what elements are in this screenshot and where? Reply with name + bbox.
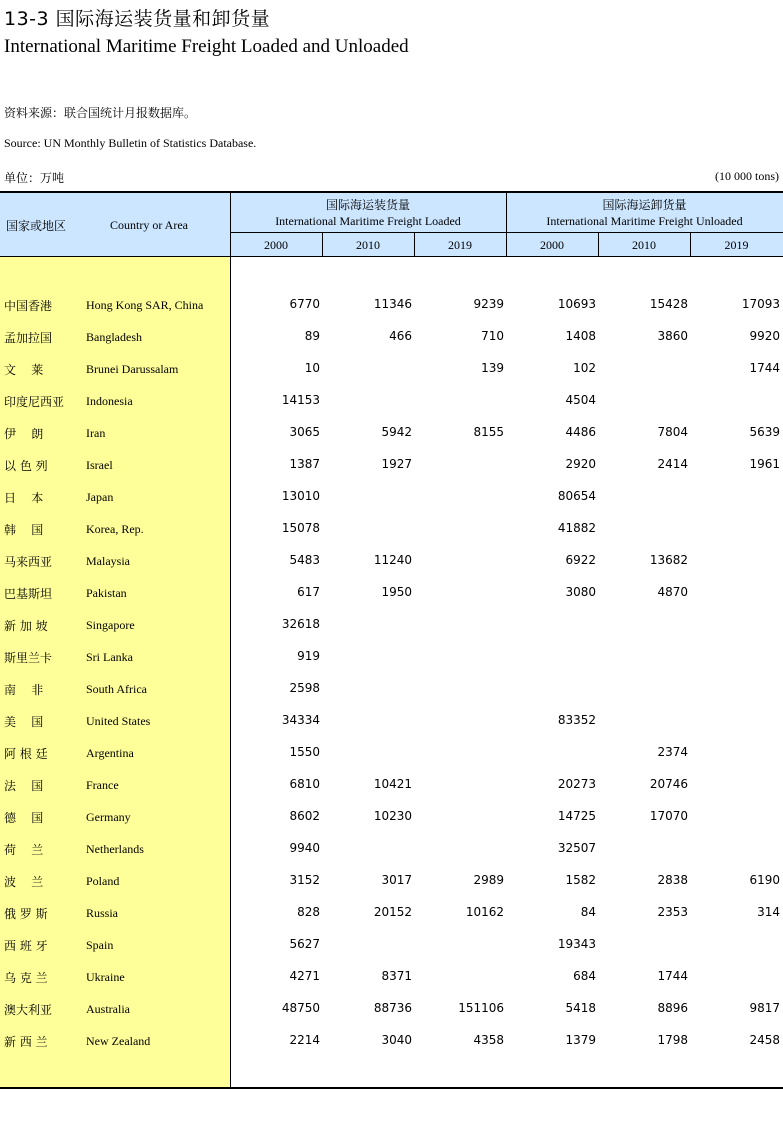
country-name-chinese: 印度尼西亚 (4, 395, 65, 409)
unit-label-chinese: 单位：万吨 (4, 171, 65, 185)
country-name-english: Germany (86, 810, 131, 824)
value-cell: 4358 (473, 1033, 504, 1047)
table-row (0, 295, 783, 315)
country-name-chinese: 巴基斯坦 (4, 587, 53, 601)
table-row (0, 935, 783, 955)
header-loaded-english: International Maritime Freight Loaded (275, 214, 461, 228)
table-row (0, 583, 783, 603)
country-name-english: Bangladesh (86, 330, 142, 344)
value-cell: 9940 (289, 841, 320, 855)
country-column-highlight (0, 256, 230, 1088)
table-bottom-rule (0, 1087, 783, 1089)
country-name-english: Singapore (86, 618, 135, 632)
table-row (0, 967, 783, 987)
value-cell: 8896 (657, 1001, 688, 1015)
country-name-english: Netherlands (86, 842, 144, 856)
value-cell: 2414 (657, 457, 688, 471)
country-name-chinese: 俄 罗 斯 (4, 907, 48, 921)
table-row (0, 743, 783, 763)
value-cell: 314 (757, 905, 780, 919)
table-row (0, 871, 783, 891)
value-cell: 3860 (657, 329, 688, 343)
header-year-unloaded-2019: 2019 (724, 238, 749, 252)
country-name-chinese: 法 国 (4, 779, 44, 793)
table-row (0, 487, 783, 507)
value-cell: 3017 (381, 873, 412, 887)
source-note-chinese: 资料来源：联合国统计月报数据库。 (4, 106, 197, 120)
value-cell: 2353 (657, 905, 688, 919)
country-name-english: Argentina (86, 746, 134, 760)
value-cell: 6190 (749, 873, 780, 887)
country-name-english: United States (86, 714, 151, 728)
value-cell: 1927 (381, 457, 412, 471)
header-year-unloaded-2000: 2000 (540, 238, 564, 252)
value-cell: 17070 (649, 809, 688, 823)
country-name-chinese: 乌 克 兰 (4, 971, 48, 985)
unit-label-english: (10 000 tons) (715, 169, 779, 183)
value-cell: 32618 (281, 617, 320, 631)
value-cell: 5483 (289, 553, 320, 567)
value-cell: 80654 (557, 489, 596, 503)
country-name-english: Hong Kong SAR, China (86, 298, 204, 312)
value-cell: 1744 (749, 361, 780, 375)
value-cell: 20746 (649, 777, 688, 791)
value-cell: 34334 (281, 713, 320, 727)
value-cell: 84 (580, 905, 596, 919)
country-name-english: Brunei Darussalam (86, 362, 179, 376)
value-cell: 3065 (289, 425, 320, 439)
country-name-english: Spain (86, 938, 114, 952)
value-cell: 3040 (381, 1033, 412, 1047)
value-cell: 1582 (565, 873, 596, 887)
value-cell: 1387 (289, 457, 320, 471)
table-row (0, 679, 783, 699)
country-name-chinese: 以 色 列 (4, 459, 48, 473)
value-cell: 9239 (473, 297, 504, 311)
value-cell: 1550 (289, 745, 320, 759)
value-cell: 10230 (373, 809, 412, 823)
table-top-rule (0, 191, 783, 193)
table-row (0, 839, 783, 859)
header-unloaded-english: International Maritime Freight Unloaded (546, 214, 743, 228)
value-cell: 5627 (289, 937, 320, 951)
value-cell: 8155 (473, 425, 504, 439)
value-cell: 41882 (557, 521, 596, 535)
country-name-chinese: 新 加 坡 (4, 619, 48, 633)
country-name-english: Iran (86, 426, 106, 440)
country-name-chinese: 德 国 (4, 811, 44, 825)
value-cell: 48750 (281, 1001, 320, 1015)
country-name-chinese: 中国香港 (4, 299, 53, 313)
country-name-english: Malaysia (86, 554, 130, 568)
country-name-chinese: 韩 国 (4, 523, 44, 537)
value-cell: 10 (304, 361, 320, 375)
country-name-chinese: 荷 兰 (4, 843, 44, 857)
country-name-english: Ukraine (86, 970, 125, 984)
table-row (0, 807, 783, 827)
value-cell: 102 (573, 361, 596, 375)
table-row (0, 551, 783, 571)
value-cell: 684 (573, 969, 596, 983)
value-cell: 17093 (741, 297, 780, 311)
value-cell: 1744 (657, 969, 688, 983)
header-unloaded-group (506, 197, 783, 229)
value-cell: 7804 (657, 425, 688, 439)
value-cell: 828 (297, 905, 320, 919)
value-cell: 15078 (281, 521, 320, 535)
country-name-english: Russia (86, 906, 119, 920)
value-cell: 4870 (657, 585, 688, 599)
table-row (0, 903, 783, 923)
country-name-chinese: 斯里兰卡 (4, 651, 53, 665)
table-row (0, 711, 783, 731)
country-name-english: Australia (86, 1002, 130, 1016)
value-cell: 4504 (565, 393, 596, 407)
value-cell: 3080 (565, 585, 596, 599)
value-cell: 8371 (381, 969, 412, 983)
value-cell: 32507 (557, 841, 596, 855)
country-name-chinese: 美 国 (4, 715, 44, 729)
value-cell: 9817 (749, 1001, 780, 1015)
value-cell: 1798 (657, 1033, 688, 1047)
value-cell: 13010 (281, 489, 320, 503)
table-row (0, 519, 783, 539)
value-cell: 2838 (657, 873, 688, 887)
header-year-loaded-2010: 2010 (356, 238, 380, 252)
country-name-chinese: 日 本 (4, 491, 44, 505)
country-name-english: South Africa (86, 682, 147, 696)
value-cell: 11346 (373, 297, 412, 311)
value-cell: 6770 (289, 297, 320, 311)
value-cell: 11240 (373, 553, 412, 567)
page-title-chinese: 13-3 国际海运装货量和卸货量 (4, 8, 271, 30)
value-cell: 4271 (289, 969, 320, 983)
header-year-unloaded-2010: 2010 (632, 238, 656, 252)
country-name-chinese: 澳大利亚 (4, 1003, 53, 1017)
value-cell: 14725 (557, 809, 596, 823)
table-header-rule (0, 256, 783, 257)
country-name-chinese: 文 莱 (4, 363, 44, 377)
value-cell: 5639 (749, 425, 780, 439)
country-name-english: Korea, Rep. (86, 522, 144, 536)
country-name-english: Sri Lanka (86, 650, 133, 664)
value-cell: 8602 (289, 809, 320, 823)
page-title-english: International Maritime Freight Loaded and Unloaded (4, 36, 409, 57)
table-row (0, 999, 783, 1019)
year-row-rule (230, 232, 783, 233)
value-cell: 5418 (565, 1001, 596, 1015)
value-cell: 2598 (289, 681, 320, 695)
country-name-english: Indonesia (86, 394, 133, 408)
value-cell: 1950 (381, 585, 412, 599)
value-cell: 15428 (649, 297, 688, 311)
country-name-chinese: 阿 根 廷 (4, 747, 48, 761)
country-name-english: Israel (86, 458, 113, 472)
country-name-chinese: 西 班 牙 (4, 939, 48, 953)
value-cell: 2920 (565, 457, 596, 471)
country-name-chinese: 波 兰 (4, 875, 44, 889)
header-year-loaded-2000: 2000 (264, 238, 288, 252)
header-unloaded-chinese: 国际海运卸货量 (602, 198, 687, 212)
country-name-chinese: 新 西 兰 (4, 1035, 48, 1049)
value-cell: 1379 (565, 1033, 596, 1047)
header-loaded-chinese: 国际海运装货量 (325, 198, 410, 212)
country-name-chinese: 孟加拉国 (4, 331, 53, 345)
value-cell: 1961 (749, 457, 780, 471)
table-row (0, 455, 783, 475)
value-cell: 710 (481, 329, 504, 343)
value-cell: 617 (297, 585, 320, 599)
table-row (0, 359, 783, 379)
table-row (0, 615, 783, 635)
value-cell: 139 (481, 361, 504, 375)
value-cell: 20152 (373, 905, 412, 919)
table-row (0, 775, 783, 795)
source-note-english: Source: UN Monthly Bulletin of Statistics Database. (4, 136, 257, 150)
country-name-chinese: 南 非 (4, 683, 44, 697)
country-name-english: New Zealand (86, 1034, 151, 1048)
value-cell: 88736 (373, 1001, 412, 1015)
country-name-chinese: 马来西亚 (4, 555, 53, 569)
table-row (0, 423, 783, 443)
value-cell: 151106 (458, 1001, 504, 1015)
value-cell: 19343 (557, 937, 596, 951)
value-cell: 2374 (657, 745, 688, 759)
country-name-english: Pakistan (86, 586, 127, 600)
header-country-chinese: 国家或地区 (6, 219, 67, 233)
header-loaded-group (230, 197, 506, 229)
value-cell: 4486 (565, 425, 596, 439)
value-cell: 10421 (373, 777, 412, 791)
value-cell: 2214 (289, 1033, 320, 1047)
country-name-english: Poland (86, 874, 120, 888)
country-name-english: Japan (86, 490, 114, 504)
value-cell: 83352 (557, 713, 596, 727)
value-cell: 10693 (557, 297, 596, 311)
value-cell: 20273 (557, 777, 596, 791)
header-year-loaded-2019: 2019 (448, 238, 472, 252)
table-row (0, 327, 783, 347)
value-cell: 13682 (649, 553, 688, 567)
value-cell: 5942 (381, 425, 412, 439)
value-cell: 9920 (749, 329, 780, 343)
value-cell: 919 (297, 649, 320, 663)
table-row (0, 647, 783, 667)
value-cell: 1408 (565, 329, 596, 343)
value-cell: 89 (304, 329, 320, 343)
value-cell: 10162 (465, 905, 504, 919)
table-row (0, 391, 783, 411)
value-cell: 2989 (473, 873, 504, 887)
country-name-chinese: 伊 朗 (4, 427, 44, 441)
header-country-english: Country or Area (110, 218, 188, 232)
value-cell: 3152 (289, 873, 320, 887)
value-cell: 6810 (289, 777, 320, 791)
country-name-english: France (86, 778, 119, 792)
value-cell: 466 (389, 329, 412, 343)
value-cell: 2458 (749, 1033, 780, 1047)
value-cell: 6922 (565, 553, 596, 567)
table-row (0, 1031, 783, 1051)
value-cell: 14153 (281, 393, 320, 407)
